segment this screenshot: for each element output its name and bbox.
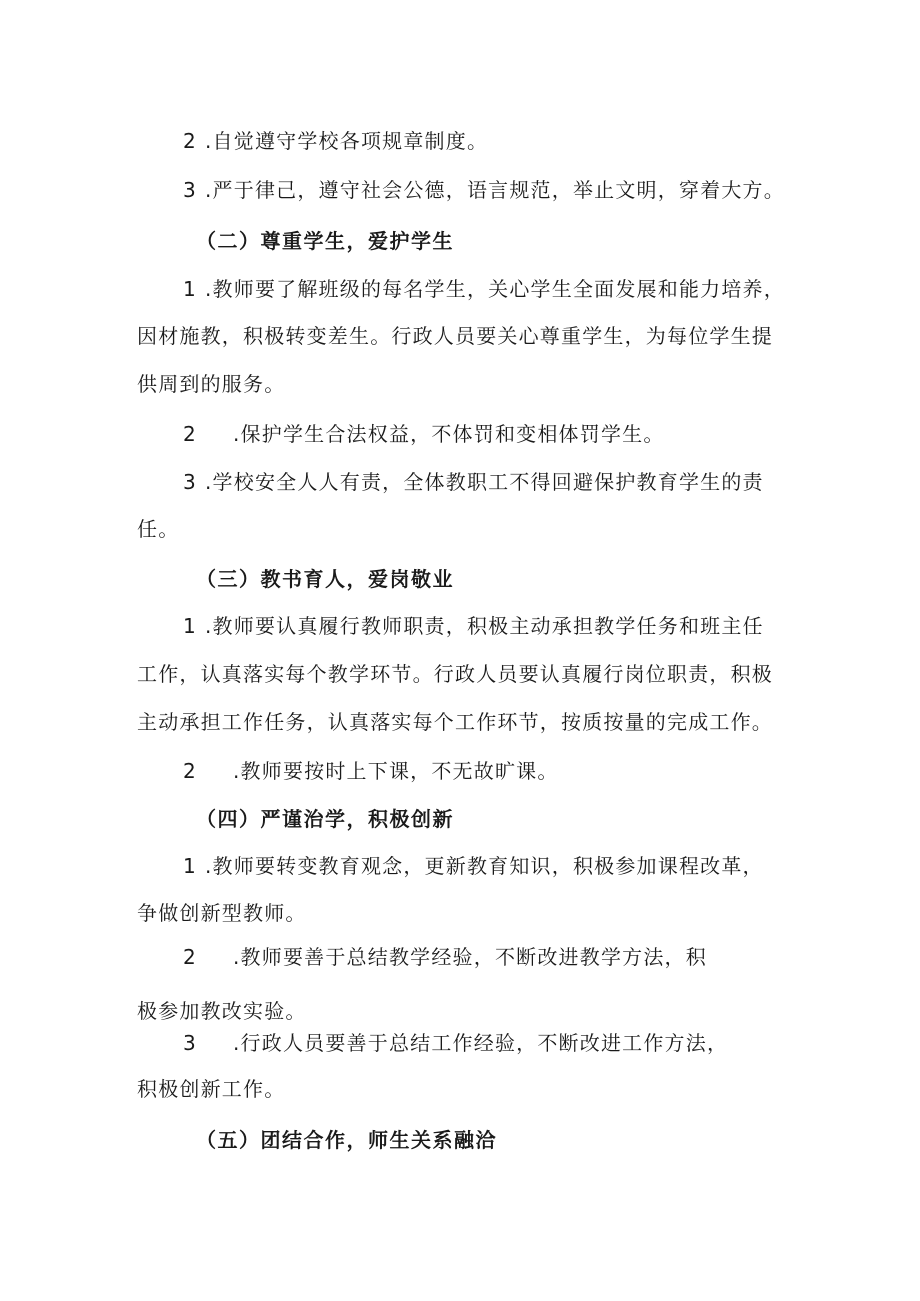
s2-item2 xyxy=(183,420,665,448)
item-text: .自觉遵守学校各项规章制度。 xyxy=(205,129,489,153)
item-text: .教师要了解班级的每名学生，关心学生全面发展和能力培养， xyxy=(205,277,785,301)
section-heading-5: （五）团结合作，师生关系融洽 xyxy=(196,1128,497,1152)
item-text: .教师要按时上下课，不无故旷课。 xyxy=(233,759,559,783)
item-number: 2 xyxy=(183,422,197,446)
item-text: .严于律己，遵守社会公德，语言规范，举止文明，穿着大方。 xyxy=(205,178,785,202)
item-number: 3 xyxy=(183,470,197,494)
item-number: 1 xyxy=(183,277,197,301)
item-number: 1 xyxy=(183,614,197,638)
item-number: 2 xyxy=(183,759,197,783)
item-number: 1 xyxy=(183,854,197,878)
s2-item3-line2: 任。 xyxy=(137,517,180,541)
s4-item2-line2: 极参加教改实验。 xyxy=(137,999,307,1023)
s2-item1-line3: 供周到的服务。 xyxy=(137,372,286,396)
s2-item1-line2: 因材施教，积极转变差生。行政人员要关心尊重学生，为每位学生提 xyxy=(137,324,773,348)
item-text: .保护学生合法权益，不体罚和变相体罚学生。 xyxy=(233,422,665,446)
item-text: .教师要认真履行教师职责，积极主动承担教学任务和班主任 xyxy=(205,614,764,638)
item-number: 2 xyxy=(183,945,197,969)
s1-item2 xyxy=(183,127,488,155)
item-number: 2 xyxy=(183,129,197,153)
s4-item1-line1 xyxy=(183,852,764,880)
item-number: 3 xyxy=(183,1031,197,1055)
s4-item2-line1 xyxy=(183,943,707,971)
s4-item3-line2: 积极创新工作。 xyxy=(137,1077,286,1101)
s3-item1-line1 xyxy=(183,612,764,640)
section-heading-3: （三）教书育人，爱岗敬业 xyxy=(196,567,454,591)
section-heading-4: （四）严谨治学，积极创新 xyxy=(196,807,454,831)
item-text: .行政人员要善于总结工作经验，不断改进工作方法， xyxy=(233,1031,729,1055)
item-text: .教师要善于总结教学经验，不断改进教学方法，积 xyxy=(233,945,707,969)
item-number: 3 xyxy=(183,178,197,202)
s3-item2 xyxy=(183,757,559,785)
s3-item1-line2: 工作，认真落实每个教学环节。行政人员要认真履行岗位职责，积极 xyxy=(137,662,773,686)
item-text: .学校安全人人有责，全体教职工不得回避保护教育学生的责 xyxy=(205,470,764,494)
s3-item1-line3: 主动承担工作任务，认真落实每个工作环节，按质按量的完成工作。 xyxy=(137,710,773,734)
s4-item1-line2: 争做创新型教师。 xyxy=(137,901,307,925)
section-heading-2: （二）尊重学生，爱护学生 xyxy=(196,229,454,253)
s2-item3-line1 xyxy=(183,468,764,496)
s4-item3-line1 xyxy=(183,1029,728,1057)
s2-item1-line1 xyxy=(183,275,785,303)
item-text: .教师要转变教育观念，更新教育知识，积极参加课程改革， xyxy=(205,854,764,878)
s1-item3 xyxy=(183,176,785,204)
